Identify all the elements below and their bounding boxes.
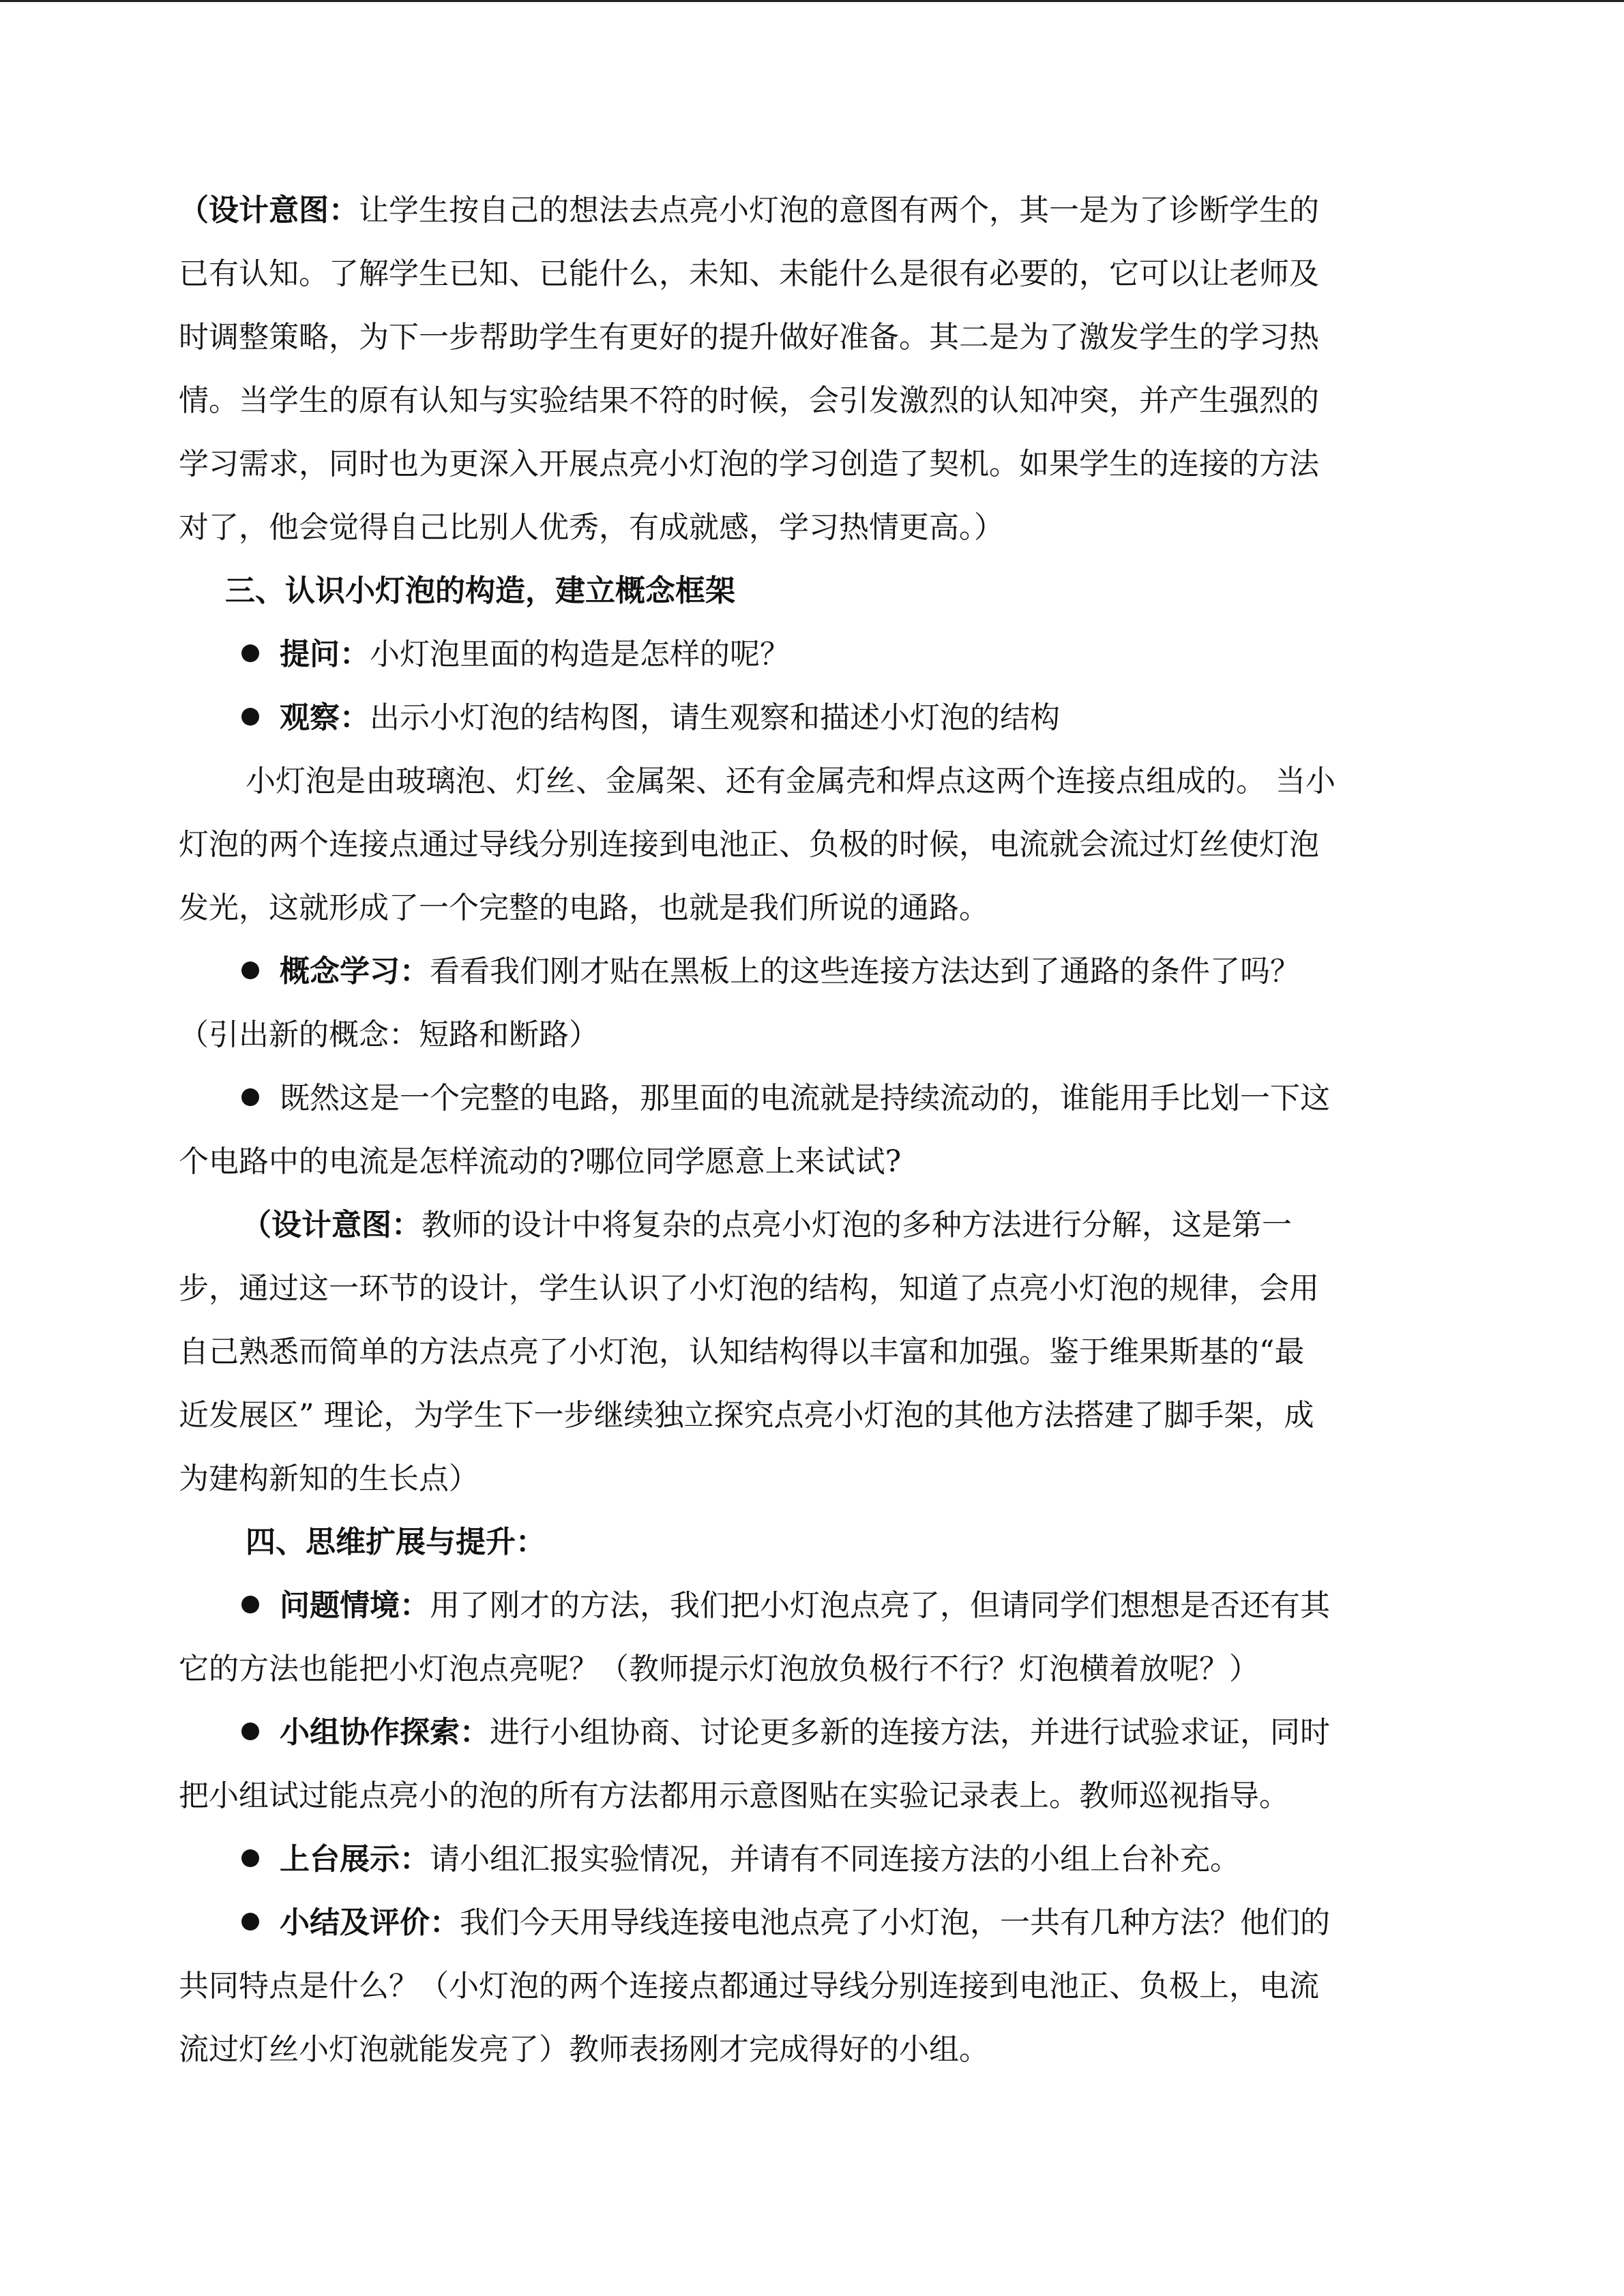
design-intent-label: （设计意图： <box>179 193 359 228</box>
bullet-dot-icon <box>241 1849 259 1867</box>
bullet-dot-icon <box>241 1913 259 1930</box>
design-intent-label: （设计意图： <box>241 1208 422 1242</box>
design-intent-paragraph-1: （设计意图：让学生按自己的想法去点亮小灯泡的意图有两个，其一是为了诊断学生的 已有认知。了解学生已知、已能什么，未知、未能什么是很有必要的，它可以让老师及 时调整策略，为下一步帮助学生有更好的提升做好准备。其二是为了激发学生的学习热 情。当学生的原有认知与实验结果不符的时候，会引发激烈的认知冲突，并产生强烈的 学习需求，同时也为更深入开展点亮小灯泡的学习创造了契机。如果学生的连接的方法 对了，他会觉得自己比别人优秀，有成就感，学习热情更高。） <box>179 193 1319 545</box>
bullet-dot-icon <box>241 644 259 662</box>
bullet-dot-icon <box>241 1596 259 1613</box>
bullet-current-flow: 既然这是一个完整的电路，那里面的电流就是持续流动的，谁能用手比划一下这 个电路中的电流是怎样流动的?哪位同学愿意上来试试? <box>179 1081 1330 1179</box>
bullet-dot-icon <box>241 1723 259 1740</box>
bullet-problem: 问题情境：用了刚才的方法，我们把小灯泡点亮了，但请同学们想想是否还有其 它的方法也能把小灯泡点亮呢？（教师提示灯泡放负极行不行？灯泡横着放呢？） <box>179 1588 1330 1686</box>
bullet-dot-icon <box>241 961 259 979</box>
bullet-question: 提问：小灯泡里面的构造是怎样的呢？ <box>179 623 1447 686</box>
bullet-group-explore: 小组协作探索：进行小组协商、讨论更多新的连接方法，并进行试验求证，同时 把小组试过能点亮小的泡的所有方法都用示意图贴在实验记录表上。教师巡视指导。 <box>179 1715 1330 1813</box>
bullet-concept: 概念学习：看看我们刚才贴在黑板上的这些连接方法达到了通路的条件了吗？ （引出新的概念：短路和断路） <box>179 954 1300 1052</box>
bulb-structure-paragraph: 小灯泡是由玻璃泡、灯丝、金属架、还有金属壳和焊点这两个连接点组成的。 当小 灯泡的两个连接点通过导线分别连接到电池正、负极的时候，电流就会流过灯丝使灯泡 发光，这就形成了一个完整的电路，也就是我们所说的通路。 <box>179 764 1335 925</box>
bullet-dot-icon <box>241 708 259 726</box>
section-3-heading: 三、认识小灯泡的构造，建立概念框架 <box>225 573 735 608</box>
page-top-border <box>0 0 1624 2</box>
bullet-summary: 小结及评价：我们今天用导线连接电池点亮了小灯泡，一共有几种方法？他们的 共同特点是什么？（小灯泡的两个连接点都通过导线分别连接到电池正、负极上，电流 流过灯丝小灯泡就能发亮了）教师表扬刚才完成得好的小组。 <box>179 1905 1330 2067</box>
document-body <box>179 179 1447 2081</box>
section-4-heading: 四、思维扩展与提升： <box>246 1525 546 1560</box>
design-intent-paragraph-2: （设计意图：教师的设计中将复杂的点亮小灯泡的多种方法进行分解，这是第一 步，通过这一环节的设计，学生认识了小灯泡的结构，知道了点亮小灯泡的规律，会用 自己熟悉而简单的方法点亮了小灯泡，认知结构得以丰富和加强。鉴于维果斯基的“最 近发展区” 理论，为学生下一步继续独立探究点亮小灯泡的其他方法搭建了脚手架，成 为建构新知的生长点） <box>179 1208 1319 1496</box>
bullet-dot-icon <box>241 1088 259 1106</box>
bullet-presentation: 上台展示：请小组汇报实验情况，并请有不同连接方法的小组上台补充。 <box>179 1828 1447 1891</box>
bullet-observe: 观察：出示小灯泡的结构图，请生观察和描述小灯泡的结构 <box>179 686 1447 749</box>
